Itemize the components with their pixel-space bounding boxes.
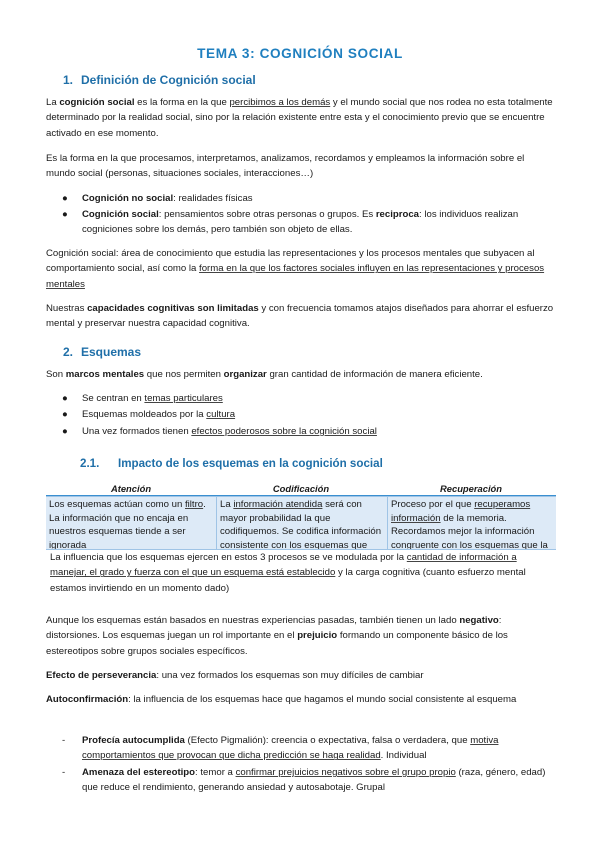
bullet-icon: ● — [62, 426, 68, 437]
column-header-recuperacion: Recuperación — [440, 483, 502, 494]
paragraph: Son marcos mentales que nos permiten organizar gran cantidad de información de manera eficiente. — [46, 369, 483, 380]
dash-marker: - — [62, 735, 66, 746]
paragraph: Cognición social: área de conocimiento que estudia las representaciones y los procesos mentales que subyacen al comportamiento social, así como la forma en la que los factores sociales influyen en las representaciones y procesos mentales — [46, 248, 545, 290]
table-cell: Proceso por el que recuperamos información de la memoria. Recordamos mejor la información congruente con los esquemas que la — [391, 499, 548, 549]
table-cell: La información atendida será con mayor probabilidad la que codifiquemos. Se codifica información consistente con los esquemas que — [220, 499, 382, 549]
bullet-icon: ● — [62, 393, 68, 404]
bullet-icon: ● — [62, 209, 68, 220]
paragraph: La cognición social es la forma en la que percibimos a los demás y el mundo social que nos rodea no esta totalmente determinado por la realidad social, sino por la relación existente entre esta y el conocimiento previo que se encuentre activado en ese momento. — [46, 97, 553, 139]
document-page: TEMA 3: COGNICIÓN SOCIAL 1. Definición de Cognición social La cognición social es la forma en la que percibimos a los demás y el mundo social que nos rodea no esta totalmente determinado por la realidad social, sino por la relación existente entre esta y el conocimiento previo que se encuentre activado en ese momento. Es la forma en la que procesamos, interpretamos, analizamos, recordamos y empleamos la información sobre el mundo social (personas, situaciones sociales, interacciones…) ● Cognición no social: realidades físicas ● Cognición social: pensamientos sobre otras personas o grupos. Es reciproca: los individuos realizan cogniciones sobre los demás, pero también son objeto de ellas. Cognición social: área de conocimiento que estudia las representaciones y los procesos mentales que subyacen al comportamiento social, así como la forma en la que los factores sociales influyen en las representaciones y procesos mentales Nuestras capacidades cognitivas son limitadas y con frecuencia tomamos atajos diseñados para ahorrar el esfuerzo mental y preservar nuestra capacidad cognitiva. 2. Esquemas Son marcos mentales que nos permiten organizar gran cantidad de información de manera eficiente. ● Se centran en temas particulares ● Esquemas moldeados por la cultura ● Una vez formados tienen efectos poderosos sobre la cognición social 2.1. Impacto de los esquemas en la cognición social Atención Codificación Recuperación Los esquemas actúan como un filtro. La información que no encaja en nuestros esquemas tiende a ser ignorada La información atendida será con mayor probabilidad la que codifiquemos. Se codifica información consistente con los esquemas que Proceso por el que recuperamos información de la memoria. Recordamos mejor la información congruente con los esquemas que la La influencia que los esquemas ejercen en estos 3 procesos se ve modulada por la cantidad de información a manejar, el grado y fuerza con el que un esquema está establecido y la carga cognitiva (cuanto esfuerzo mental estamos invirtiendo en un momento dado) Aunque los esquemas están basados en nuestras experiencias pasadas, también tienen un lado negativo: distorsiones. Los esquemas juegan un rol importante en el prejuicio formando un componente básico de los estereotipos sobre grupos sociales específicos. Efecto de perseverancia: una vez formados los esquemas son muy difíciles de cambiar Autoconfirmación: la influencia de los esquemas hace que hagamos el mundo social consistente al esquema - Profecía autocumplida (Efecto Pigmalión): creencia o expectativa, falsa o verdadera, que motiva comportamientos que provocan que dicha predicción se haga realidad. Individual - Amenaza del estereotipo: temor a confirmar prejuicios negativos sobre el grupo propio (raza, género, edad) que reduce el rendimiento, generando ansiedad y autosabotaje. Grupal — [0, 0, 600, 848]
section-title: Definición de Cognición social — [81, 73, 256, 87]
table-row — [46, 496, 556, 550]
column-header-codificacion: Codificación — [272, 483, 330, 494]
table-cell: Los esquemas actúan como un filtro. La información que no encaja en nuestros esquemas tiende a ser ignorada — [49, 499, 206, 549]
section-number: 2.1. — [80, 457, 100, 470]
paragraph: Nuestras capacidades cognitivas son limitadas y con frecuencia tomamos atajos diseñados para ahorrar el esfuerzo mental y preservar nuestra capacidad cognitiva. — [46, 303, 554, 330]
section-number: 2. — [63, 345, 74, 359]
paragraph: Aunque los esquemas están basados en nuestras experiencias pasadas, también tienen un lado negativo: distorsiones. Los esquemas juegan un rol importante en el prejuicio formando un componente básico de los estereotipos sobre grupos sociales específicos. — [46, 615, 508, 657]
paragraph: Efecto de perseverancia: una vez formados los esquemas son muy difíciles de cambiar — [46, 670, 424, 681]
schema-impact-table — [46, 482, 556, 605]
table-footer-note: La influencia que los esquemas ejercen en estos 3 procesos se ve modulada por la cantidad de información a manejar, el grado y fuerza con el que un esquema está establecido y la carga cognitiva (cuanto esfuerzo mental estamos invirtiendo en un momento dado) — [50, 552, 526, 594]
section-1-heading — [63, 71, 256, 90]
page-title: TEMA 3: COGNICIÓN SOCIAL — [197, 46, 403, 61]
section-title: Esquemas — [81, 345, 142, 359]
column-header-atencion: Atención — [110, 483, 152, 494]
paragraph: Es la forma en la que procesamos, interpretamos, analizamos, recordamos y empleamos la información sobre el mundo social (personas, situaciones sociales, interacciones…) — [46, 153, 525, 180]
paragraph: Autoconfirmación: la influencia de los esquemas hace que hagamos el mundo social consistente al esquema — [46, 694, 517, 705]
bullet-icon: ● — [62, 409, 68, 420]
bullet-icon: ● — [62, 193, 68, 204]
section-number: 1. — [63, 73, 74, 87]
section-2-heading — [63, 343, 141, 362]
section-title: Impacto de los esquemas en la cognición social — [118, 457, 383, 470]
dash-marker: - — [62, 767, 66, 778]
table-header — [46, 482, 556, 496]
section-2-1-heading — [80, 455, 383, 474]
